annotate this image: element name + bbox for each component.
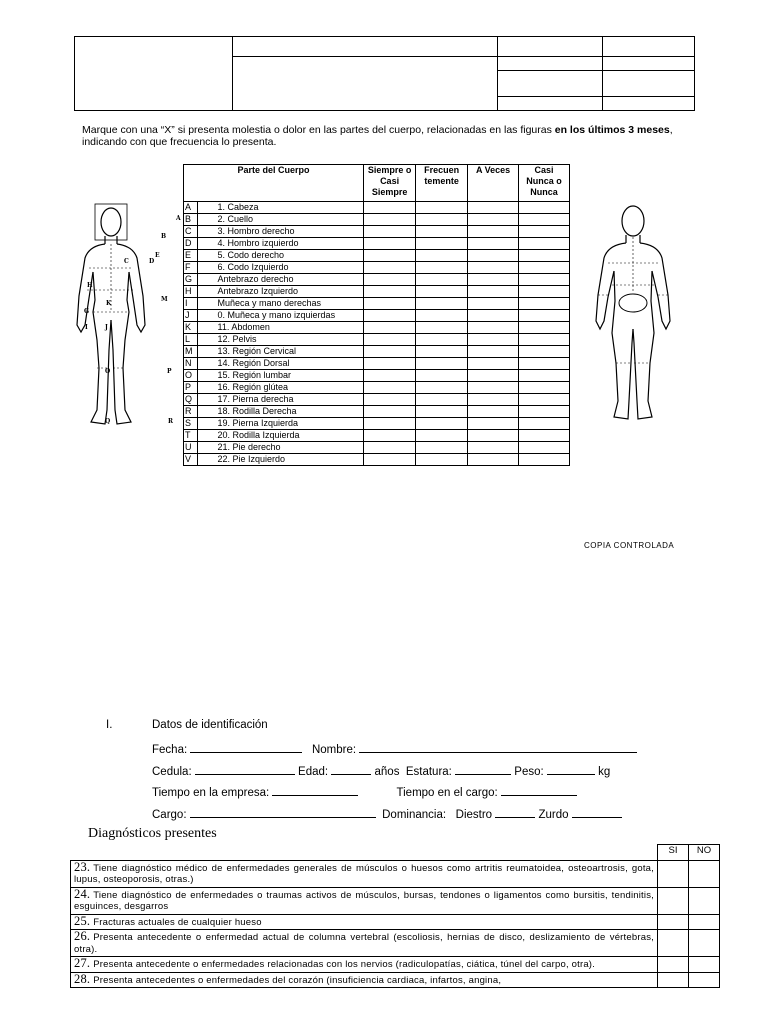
frequency-cell-a-veces[interactable] [468, 370, 519, 382]
body-part-row [184, 442, 570, 454]
front-body-figure [75, 200, 185, 435]
kg-label: kg [598, 766, 611, 778]
frequency-cell-a-veces[interactable] [468, 238, 519, 250]
diagnosis-question [71, 914, 658, 930]
diagnosis-no-checkbox[interactable] [689, 957, 720, 973]
body-parts-header-row [184, 165, 570, 202]
body-part-row [184, 454, 570, 466]
frequency-cell-siempre[interactable] [364, 310, 416, 322]
col-a-veces: A Veces [468, 165, 519, 202]
diagnosis-no-checkbox[interactable] [689, 887, 720, 914]
frequency-cell-frecuentemente[interactable] [416, 358, 468, 370]
section-number: I. [106, 719, 113, 731]
figure-label-k: K [106, 300, 112, 307]
frequency-cell-siempre[interactable] [364, 214, 416, 226]
diagnosis-text: Presenta antecedente o enfermedades relacionadas con los nervios (radiculopatías, ciática, túnel del carpo, otra). [93, 959, 596, 970]
body-part-row [184, 226, 570, 238]
frequency-cell-casi-nunca[interactable] [518, 274, 569, 286]
frequency-cell-casi-nunca[interactable] [518, 202, 569, 214]
diagnosis-header-row [71, 845, 720, 861]
frequency-cell-casi-nunca[interactable] [518, 310, 569, 322]
instruction-bold: en los últimos 3 meses [554, 124, 670, 136]
section-title: Datos de identificación [152, 719, 268, 731]
frequency-cell-a-veces[interactable] [468, 430, 519, 442]
diagnosis-number: 28. [74, 971, 91, 986]
frequency-cell-siempre[interactable] [364, 454, 416, 466]
frequency-cell-frecuentemente[interactable] [416, 370, 468, 382]
zurdo-field[interactable] [572, 806, 622, 818]
frequency-cell-a-veces[interactable] [468, 406, 519, 418]
frequency-cell-a-veces[interactable] [468, 274, 519, 286]
body-part-label: 14. Región Dorsal [197, 358, 364, 370]
frequency-cell-casi-nunca[interactable] [518, 214, 569, 226]
body-part-row [184, 382, 570, 394]
frequency-cell-siempre[interactable] [364, 322, 416, 334]
header-title-cell [233, 37, 498, 57]
body-part-code: S [184, 418, 198, 430]
body-part-row [184, 346, 570, 358]
frequency-cell-casi-nunca[interactable] [518, 322, 569, 334]
body-part-code: N [184, 358, 198, 370]
body-part-label: 17. Pierna derecha [197, 394, 364, 406]
frequency-cell-frecuentemente[interactable] [416, 226, 468, 238]
figure-label-a: A [176, 215, 181, 222]
frequency-cell-siempre[interactable] [364, 298, 416, 310]
cedula-label: Cedula: [152, 766, 192, 778]
body-part-code: P [184, 382, 198, 394]
frequency-cell-casi-nunca[interactable] [518, 346, 569, 358]
frequency-cell-casi-nunca[interactable] [518, 298, 569, 310]
frequency-cell-casi-nunca[interactable] [518, 334, 569, 346]
frequency-cell-frecuentemente[interactable] [416, 346, 468, 358]
frequency-cell-a-veces[interactable] [468, 394, 519, 406]
frequency-cell-casi-nunca[interactable] [518, 406, 569, 418]
frequency-cell-a-veces[interactable] [468, 382, 519, 394]
frequency-cell-frecuentemente[interactable] [416, 274, 468, 286]
diagnosis-si-checkbox[interactable] [658, 914, 689, 930]
figure-label-j: J [105, 324, 108, 331]
body-part-row [184, 418, 570, 430]
back-body-figure [588, 203, 678, 428]
body-part-row [184, 262, 570, 274]
figure-label-h: H [87, 282, 93, 289]
frequency-cell-frecuentemente[interactable] [416, 394, 468, 406]
diagnosis-text: Tiene diagnóstico de enfermedades o traumas activos de músculos, bursas, tendones o ligamentos como bursitis, tendinitis, esguinces, desgarros [74, 889, 654, 912]
body-part-code: F [184, 262, 198, 274]
frequency-cell-siempre[interactable] [364, 274, 416, 286]
body-part-code: V [184, 454, 198, 466]
fecha-label: Fecha: [152, 744, 188, 756]
body-part-row [184, 298, 570, 310]
frequency-cell-casi-nunca[interactable] [518, 286, 569, 298]
header-page-cell [498, 97, 603, 111]
frequency-cell-frecuentemente[interactable] [416, 334, 468, 346]
frequency-cell-casi-nunca[interactable] [518, 418, 569, 430]
frequency-cell-a-veces[interactable] [468, 286, 519, 298]
header-date-value-cell [603, 71, 695, 97]
edad-field[interactable] [331, 763, 371, 775]
body-part-label: 21. Pie derecho [197, 442, 364, 454]
figure-label-g: G [84, 308, 90, 315]
diagnosis-text: Fracturas actuales de cualquier hueso [93, 916, 262, 928]
frequency-cell-casi-nunca[interactable] [518, 370, 569, 382]
frequency-cell-casi-nunca[interactable] [518, 262, 569, 274]
figure-label-q: Q [105, 418, 111, 425]
diagnosis-question [71, 860, 658, 887]
body-part-code: Q [184, 394, 198, 406]
body-parts-table [183, 164, 570, 466]
fecha-field[interactable] [190, 741, 302, 753]
diagnosis-row [71, 972, 720, 988]
tiempo-cargo-label: Tiempo en el cargo: [396, 787, 498, 799]
frequency-cell-siempre[interactable] [364, 406, 416, 418]
diagnosis-si-checkbox[interactable] [658, 930, 689, 957]
frequency-cell-siempre[interactable] [364, 286, 416, 298]
frequency-cell-frecuentemente[interactable] [416, 454, 468, 466]
body-part-label: 20. Rodilla Izquierda [197, 430, 364, 442]
frequency-cell-a-veces[interactable] [468, 262, 519, 274]
frequency-cell-a-veces[interactable] [468, 250, 519, 262]
body-part-code: U [184, 442, 198, 454]
dominancia-label: Dominancia: [382, 809, 447, 821]
header-table [74, 36, 695, 111]
body-part-label: Antebrazo Izquierdo [197, 286, 364, 298]
frequency-cell-a-veces[interactable] [468, 202, 519, 214]
frequency-cell-a-veces[interactable] [468, 442, 519, 454]
body-part-row [184, 274, 570, 286]
diagnosis-row [71, 914, 720, 930]
frequency-cell-siempre[interactable] [364, 202, 416, 214]
body-part-row [184, 334, 570, 346]
body-part-code: I [184, 298, 198, 310]
diagnosis-rows [71, 845, 720, 988]
frequency-cell-siempre[interactable] [364, 226, 416, 238]
body-part-label: 13. Región Cervical [197, 346, 364, 358]
header-page-value-cell [603, 97, 695, 111]
frequency-cell-siempre[interactable] [364, 334, 416, 346]
frequency-cell-a-veces[interactable] [468, 334, 519, 346]
edad-label: Edad: [298, 766, 329, 778]
body-parts-rows [184, 202, 570, 466]
col-si: SI [658, 845, 689, 861]
estatura-label: Estatura: [405, 766, 452, 778]
id-row-tiempo [152, 784, 577, 799]
header-date-cell [498, 71, 603, 97]
body-part-row [184, 214, 570, 226]
cargo-field[interactable] [190, 806, 376, 818]
frequency-cell-frecuentemente[interactable] [416, 430, 468, 442]
diagnosis-row [71, 957, 720, 973]
nombre-field[interactable] [359, 741, 637, 753]
logo-cell [75, 37, 233, 111]
figure-label-e: E [155, 252, 160, 259]
body-part-label: Antebrazo derecho [197, 274, 364, 286]
frequency-cell-siempre[interactable] [364, 238, 416, 250]
frequency-cell-a-veces[interactable] [468, 418, 519, 430]
body-part-row [184, 358, 570, 370]
tiempo-cargo-field[interactable] [501, 784, 577, 796]
frequency-cell-frecuentemente[interactable] [416, 382, 468, 394]
figure-label-b: B [161, 233, 167, 240]
copia-controlada-label: COPIA CONTROLADA [584, 541, 675, 550]
body-part-label: Muñeca y mano derechas [197, 298, 364, 310]
diestro-field[interactable] [495, 806, 535, 818]
anos-label: años [374, 766, 400, 778]
frequency-cell-frecuentemente[interactable] [416, 418, 468, 430]
zurdo-label: Zurdo [538, 809, 569, 821]
body-part-label: 12. Pelvis [197, 334, 364, 346]
frequency-cell-frecuentemente[interactable] [416, 286, 468, 298]
frequency-cell-frecuentemente[interactable] [416, 262, 468, 274]
diagnosis-no-checkbox[interactable] [689, 914, 720, 930]
estatura-field[interactable] [455, 763, 511, 775]
body-part-label: 1. Cabeza [197, 202, 364, 214]
id-row-cargo [152, 806, 622, 821]
body-part-label: 5. Codo derecho [197, 250, 364, 262]
instruction-tail: , indicando con que frecuencia lo presenta. [82, 124, 673, 148]
diagnosis-si-checkbox[interactable] [658, 860, 689, 887]
frequency-cell-siempre[interactable] [364, 430, 416, 442]
diagnosis-question [71, 972, 658, 988]
frequency-cell-siempre[interactable] [364, 442, 416, 454]
front-body-drawing [75, 200, 185, 435]
diagnosis-no-checkbox[interactable] [689, 930, 720, 957]
col-no: NO [689, 845, 720, 861]
frequency-cell-siempre[interactable] [364, 370, 416, 382]
body-part-code: L [184, 334, 198, 346]
diagnosis-question [71, 930, 658, 957]
body-part-label: 0. Muñeca y mano izquierdas [197, 310, 364, 322]
body-part-code: T [184, 430, 198, 442]
frequency-cell-casi-nunca[interactable] [518, 454, 569, 466]
id-row-fecha [152, 741, 637, 756]
body-part-row [184, 202, 570, 214]
diagnosis-table [70, 844, 720, 988]
body-part-code: B [184, 214, 198, 226]
tiempo-empresa-field[interactable] [272, 784, 358, 796]
frequency-cell-a-veces[interactable] [468, 322, 519, 334]
body-part-row [184, 406, 570, 418]
body-part-row [184, 394, 570, 406]
col-siempre: Siempre o Casi Siempre [364, 165, 416, 202]
body-part-label: 19. Pierna Izquierda [197, 418, 364, 430]
instruction-text [82, 124, 702, 148]
body-part-row [184, 322, 570, 334]
frequency-cell-a-veces[interactable] [468, 226, 519, 238]
header-version-value-cell [603, 57, 695, 71]
col-casi-nunca: Casi Nunca o Nunca [518, 165, 569, 202]
body-part-label: 3. Hombro derecho [197, 226, 364, 238]
diestro-label: Diestro [455, 809, 493, 821]
frequency-cell-casi-nunca[interactable] [518, 238, 569, 250]
frequency-cell-a-veces[interactable] [468, 310, 519, 322]
frequency-cell-siempre[interactable] [364, 418, 416, 430]
header-code-cell [498, 37, 603, 57]
diagnosis-title: Diagnósticos presentes [88, 826, 217, 841]
body-part-code: A [184, 202, 198, 214]
frequency-cell-frecuentemente[interactable] [416, 238, 468, 250]
frequency-cell-casi-nunca[interactable] [518, 226, 569, 238]
frequency-cell-siempre[interactable] [364, 382, 416, 394]
body-part-code: O [184, 370, 198, 382]
frequency-cell-a-veces[interactable] [468, 358, 519, 370]
diagnosis-number: 23. [74, 859, 91, 874]
body-part-code: H [184, 286, 198, 298]
diagnosis-number: 25. [74, 913, 91, 928]
body-part-row [184, 238, 570, 250]
figure-label-p: P [167, 368, 172, 375]
body-part-label: 11. Abdomen [197, 322, 364, 334]
header-code-value-cell [603, 37, 695, 57]
figure-label-o: O [105, 368, 111, 375]
frequency-cell-a-veces[interactable] [468, 346, 519, 358]
frequency-cell-siempre[interactable] [364, 250, 416, 262]
figure-label-c: C [124, 258, 129, 265]
diagnosis-question [71, 887, 658, 914]
body-part-code: J [184, 310, 198, 322]
frequency-cell-casi-nunca[interactable] [518, 394, 569, 406]
col-parte-del-cuerpo: Parte del Cuerpo [184, 165, 364, 202]
frequency-cell-a-veces[interactable] [468, 298, 519, 310]
header-subtitle-cell [233, 57, 498, 111]
body-part-row [184, 250, 570, 262]
body-part-label: 6. Codo Izquierdo [197, 262, 364, 274]
frequency-cell-frecuentemente[interactable] [416, 322, 468, 334]
diagnosis-text: Presenta antecedente o enfermedad actual de columna vertebral (escoliosis, hernias de disco, deslizamiento de vértebras, otra). [74, 932, 654, 955]
body-part-code: E [184, 250, 198, 262]
frequency-cell-siempre[interactable] [364, 358, 416, 370]
body-part-code: C [184, 226, 198, 238]
body-part-label: 4. Hombro izquierdo [197, 238, 364, 250]
figure-label-i: I [85, 324, 88, 331]
body-part-code: R [184, 406, 198, 418]
diagnosis-number: 27. [74, 956, 91, 970]
frequency-cell-frecuentemente[interactable] [416, 214, 468, 226]
id-row-cedula [152, 763, 610, 778]
diagnosis-text: Tiene diagnóstico médico de enfermedades generales de músculos o huesos como artritis reumatoidea, osteoartrosis, gota, lupus, osteoporosis, otras.) [74, 862, 654, 885]
body-part-code: M [184, 346, 198, 358]
peso-field[interactable] [547, 763, 595, 775]
nombre-label: Nombre: [311, 744, 357, 756]
body-part-row [184, 310, 570, 322]
frequency-cell-casi-nunca[interactable] [518, 430, 569, 442]
diagnosis-si-checkbox[interactable] [658, 972, 689, 988]
body-part-row [184, 430, 570, 442]
frequency-cell-frecuentemente[interactable] [416, 250, 468, 262]
frequency-cell-frecuentemente[interactable] [416, 442, 468, 454]
col-frecuentemente: Frecuen temente [416, 165, 468, 202]
frequency-cell-frecuentemente[interactable] [416, 202, 468, 214]
frequency-cell-frecuentemente[interactable] [416, 310, 468, 322]
diagnosis-text: Presenta antecedentes o enfermedades del corazón (insuficiencia cardiaca, infartos, angina, [93, 974, 502, 986]
frequency-cell-siempre[interactable] [364, 262, 416, 274]
body-part-label: 22. Pie Izquierdo [197, 454, 364, 466]
body-part-code: D [184, 238, 198, 250]
frequency-cell-frecuentemente[interactable] [416, 298, 468, 310]
body-part-code: G [184, 274, 198, 286]
body-part-code: K [184, 322, 198, 334]
diagnosis-si-checkbox[interactable] [658, 957, 689, 973]
frequency-cell-casi-nunca[interactable] [518, 250, 569, 262]
body-part-row [184, 370, 570, 382]
diagnosis-question [71, 957, 658, 973]
diagnosis-no-checkbox[interactable] [689, 972, 720, 988]
body-part-label: 18. Rodilla Derecha [197, 406, 364, 418]
frequency-cell-frecuentemente[interactable] [416, 406, 468, 418]
body-part-label: 15. Región lumbar [197, 370, 364, 382]
header-version-cell [498, 57, 603, 71]
body-part-label: 2. Cuello [197, 214, 364, 226]
peso-label: Peso: [514, 766, 544, 778]
figure-label-d: D [149, 258, 155, 265]
frequency-cell-siempre[interactable] [364, 346, 416, 358]
frequency-cell-casi-nunca[interactable] [518, 382, 569, 394]
cedula-field[interactable] [195, 763, 295, 775]
diagnosis-number: 24. [74, 886, 91, 901]
figure-label-m: M [161, 296, 168, 303]
frequency-cell-casi-nunca[interactable] [518, 358, 569, 370]
instruction-main: Marque con una “X” si presenta molestia o dolor en las partes del cuerpo, relacionadas en las figuras [82, 124, 555, 136]
diagnosis-row [71, 930, 720, 957]
diagnosis-si-checkbox[interactable] [658, 887, 689, 914]
frequency-cell-a-veces[interactable] [468, 214, 519, 226]
frequency-cell-a-veces[interactable] [468, 454, 519, 466]
back-body-drawing [588, 203, 678, 428]
diagnosis-number: 26. [74, 929, 91, 943]
figure-label-r: R [168, 418, 173, 425]
diagnosis-no-checkbox[interactable] [689, 860, 720, 887]
diagnosis-header-spacer [71, 845, 658, 861]
body-part-label: 16. Región glútea [197, 382, 364, 394]
cargo-label: Cargo: [152, 809, 187, 821]
frequency-cell-siempre[interactable] [364, 394, 416, 406]
frequency-cell-casi-nunca[interactable] [518, 442, 569, 454]
tiempo-empresa-label: Tiempo en la empresa: [152, 787, 270, 799]
diagnosis-row [71, 860, 720, 887]
body-part-row [184, 286, 570, 298]
diagnosis-row [71, 887, 720, 914]
